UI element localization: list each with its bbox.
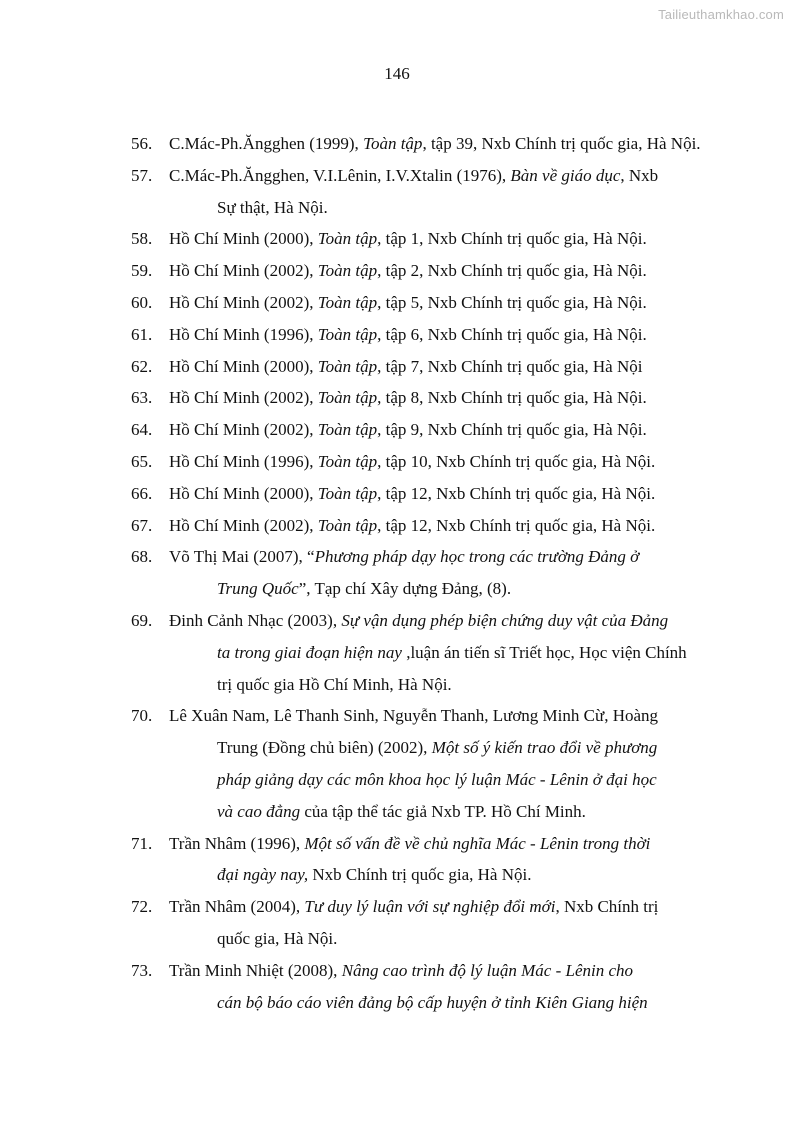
reference-number: 71. (131, 833, 153, 853)
reference-title-italic: pháp giảng dạy các môn khoa học lý luận Mác - Lênin ở đại học (217, 769, 657, 789)
reference-text: Hồ Chí Minh (2000), (169, 356, 318, 376)
reference-first-line (131, 351, 731, 383)
reference-text: , tập 8, Nxb Chính trị quốc gia, Hà Nội. (377, 388, 647, 408)
reference-title-italic: Sự vận dụng phép biện chứng duy vật của Đảng (341, 610, 669, 630)
reference-title-italic: Toàn tập (317, 292, 378, 312)
reference-continuation-line (131, 669, 731, 701)
reference-text: C.Mác-Ph.Ăngghen, V.I.Lênin, I.V.Xtalin (1976), (169, 165, 511, 185)
reference-text: , tập 6, Nxb Chính trị quốc gia, Hà Nội. (377, 324, 647, 344)
reference-number: 68. (131, 547, 153, 567)
reference-number: 62. (131, 356, 153, 376)
reference-number: 61. (131, 324, 153, 344)
reference-text: Đinh Cảnh Nhạc (2003), (169, 610, 342, 630)
reference-text: , tập 2, Nxb Chính trị quốc gia, Hà Nội. (377, 261, 647, 281)
reference-item (131, 478, 731, 510)
reference-item (131, 351, 731, 383)
reference-text: , tập 39, Nxb Chính trị quốc gia, Hà Nội. (422, 134, 701, 153)
reference-text: Lê Xuân Nam, Lê Thanh Sinh, Nguyễn Thanh, Lương Minh Cừ, Hoàng (169, 706, 659, 726)
reference-text: Hồ Chí Minh (2000), (169, 229, 318, 249)
reference-item (131, 255, 731, 287)
reference-continuation-line (131, 859, 731, 891)
reference-continuation-line (131, 573, 731, 605)
reference-number: 67. (131, 515, 153, 535)
reference-number: 66. (131, 483, 153, 503)
reference-first-line (131, 446, 731, 478)
reference-item (131, 605, 731, 700)
reference-number: 73. (131, 960, 153, 980)
reference-number: 64. (131, 420, 153, 440)
reference-text: ”, Tạp chí Xây dựng Đảng, (8). (298, 579, 512, 599)
reference-first-line (131, 510, 731, 542)
reference-text: Nxb Chính trị quốc gia, Hà Nội. (308, 865, 532, 885)
reference-text: Trần Nhâm (1996), (169, 833, 305, 853)
reference-item (131, 382, 731, 414)
reference-text: , tập 7, Nxb Chính trị quốc gia, Hà Nội (377, 356, 643, 376)
reference-first-line (131, 223, 731, 255)
reference-text: , tập 1, Nxb Chính trị quốc gia, Hà Nội. (377, 229, 647, 249)
reference-text: quốc gia, Hà Nội. (217, 928, 338, 948)
reference-first-line (131, 700, 731, 732)
reference-text: Sự thật, Hà Nội. (217, 197, 328, 217)
reference-title-italic: Một số ý kiến trao đổi về phương (431, 738, 658, 758)
reference-first-line (131, 541, 731, 573)
reference-first-line (131, 319, 731, 351)
reference-item (131, 700, 731, 827)
reference-item (131, 828, 731, 892)
reference-title-italic: đại ngày nay, (217, 865, 309, 885)
reference-number: 60. (131, 292, 153, 312)
reference-text: Hồ Chí Minh (1996), (169, 451, 318, 471)
reference-item (131, 287, 731, 319)
reference-title-italic: Toàn tập (317, 451, 378, 471)
reference-number: 59. (131, 261, 153, 281)
reference-title-italic: Toàn tập (317, 515, 378, 535)
reference-text: Hồ Chí Minh (2000), (169, 483, 318, 503)
reference-title-italic: cán bộ báo cáo viên đảng bộ cấp huyện ở tỉnh Kiên Giang hiện (217, 992, 648, 1012)
reference-number: 56. (131, 134, 153, 153)
reference-item (131, 541, 731, 605)
reference-title-italic: Một số vấn đề về chủ nghĩa Mác - Lênin trong thời (304, 833, 651, 853)
reference-first-line (131, 287, 731, 319)
reference-first-line (131, 955, 731, 987)
reference-continuation-line (131, 764, 731, 796)
reference-text: , Nxb (620, 165, 659, 185)
reference-item (131, 955, 731, 1019)
reference-continuation-line (131, 637, 731, 669)
reference-list (131, 128, 731, 1018)
reference-text: Trần Nhâm (2004), (169, 897, 305, 917)
reference-title-italic: Tư duy lý luận với sự nghiệp đổi mới (304, 897, 556, 917)
reference-title-italic: và cao đẳng (217, 801, 301, 821)
reference-continuation-line (131, 987, 731, 1019)
reference-text: Hồ Chí Minh (2002), (169, 420, 318, 440)
reference-text: , tập 12, Nxb Chính trị quốc gia, Hà Nội. (377, 515, 656, 535)
reference-first-line (131, 414, 731, 446)
reference-number: 69. (131, 610, 153, 630)
reference-number: 58. (131, 229, 153, 249)
reference-first-line (131, 828, 731, 860)
reference-number: 63. (131, 388, 153, 408)
reference-title-italic: Toàn tập (363, 134, 423, 153)
reference-text: , tập 10, Nxb Chính trị quốc gia, Hà Nội. (377, 451, 656, 471)
reference-title-italic: Toàn tập (317, 324, 378, 344)
reference-text: Võ Thị Mai (2007), “ (169, 547, 315, 567)
reference-first-line (131, 382, 731, 414)
reference-text: Hồ Chí Minh (2002), (169, 388, 318, 408)
reference-first-line (131, 160, 731, 192)
reference-title-italic: Phương pháp dạy học trong các trường Đảng ở (314, 547, 640, 567)
reference-text: Hồ Chí Minh (2002), (169, 261, 318, 281)
reference-text: , Nxb Chính trị (555, 897, 659, 917)
reference-title-italic: Trung Quốc (217, 579, 299, 599)
reference-text: C.Mác-Ph.Ăngghen (1999), (169, 134, 364, 153)
reference-item (131, 223, 731, 255)
reference-text: , tập 5, Nxb Chính trị quốc gia, Hà Nội. (377, 292, 647, 312)
reference-number: 72. (131, 897, 153, 917)
reference-text: Hồ Chí Minh (2002), (169, 292, 318, 312)
reference-item (131, 446, 731, 478)
reference-first-line (131, 605, 731, 637)
reference-title-italic: Toàn tập (317, 483, 378, 503)
reference-text: ,luận án tiến sĩ Triết học, Học viện Chính (401, 642, 687, 662)
reference-item (131, 414, 731, 446)
reference-title-italic: ta trong giai đoạn hiện nay (217, 642, 402, 662)
reference-title-italic: Toàn tập (317, 261, 378, 281)
reference-text: Trung (Đồng chủ biên) (2002), (217, 738, 432, 758)
reference-continuation-line (131, 732, 731, 764)
reference-number: 70. (131, 706, 153, 726)
reference-text: trị quốc gia Hồ Chí Minh, Hà Nội. (217, 674, 452, 694)
reference-number: 57. (131, 165, 153, 185)
reference-item (131, 891, 731, 955)
reference-title-italic: Toàn tập (317, 420, 378, 440)
reference-text: , tập 12, Nxb Chính trị quốc gia, Hà Nội. (377, 483, 656, 503)
reference-continuation-line (131, 923, 731, 955)
reference-first-line (131, 255, 731, 287)
reference-item (131, 510, 731, 542)
reference-first-line (131, 478, 731, 510)
page-number: 146 (384, 64, 410, 83)
reference-item (131, 128, 731, 160)
reference-first-line (131, 891, 731, 923)
reference-title-italic: Bàn về giáo dục (510, 165, 621, 185)
reference-text: , tập 9, Nxb Chính trị quốc gia, Hà Nội. (377, 420, 647, 440)
reference-item (131, 160, 731, 224)
reference-title-italic: Toàn tập (317, 229, 378, 249)
reference-continuation-line (131, 192, 731, 224)
reference-first-line (131, 128, 731, 160)
reference-title-italic: Toàn tập (317, 388, 378, 408)
reference-text: của tập thể tác giả Nxb TP. Hồ Chí Minh. (300, 801, 586, 821)
reference-item (131, 319, 731, 351)
reference-text: Hồ Chí Minh (1996), (169, 324, 318, 344)
watermark: Tailieuthamkhao.com (658, 7, 784, 22)
reference-title-italic: Toàn tập (317, 356, 378, 376)
reference-continuation-line (131, 796, 731, 828)
reference-text: Hồ Chí Minh (2002), (169, 515, 318, 535)
reference-text: Trần Minh Nhiệt (2008), (169, 960, 342, 980)
reference-title-italic: Nâng cao trình độ lý luận Mác - Lênin cho (341, 960, 634, 980)
reference-number: 65. (131, 451, 153, 471)
